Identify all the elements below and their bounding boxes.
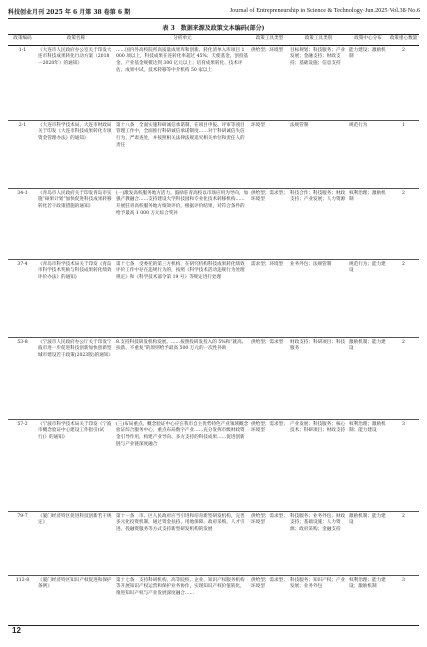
journal-header-en: Journal of Entrepreneurship in Science & Technology·Jun.2025·Vol.38·No.6: [229, 7, 420, 14]
cell-unit: 第十七条 支持科研机构、高等院校、企业、知识产权服务机构等开展知识产权运营和保护业务协作，实现知识产权价值转化，推进知识产权与产业发展深度融合……: [115, 575, 250, 625]
cell-count: 2: [388, 45, 419, 120]
cell-tool-category: 科技合作；科技服务；财政支持；产业发展；人力资源: [289, 188, 348, 259]
cell-unit: ……国内外高校院所高质量成果库和创新、转化清单入库项目 1 000 项以上，科技成果在连转化率超过 45%；天使基金、创投基金、产业基金规模达到 300 亿元以上；培育成果转化、技术评估、成果中试、技术转移等中介机构 50 家以上: [115, 45, 250, 120]
cell-unit: 第十八条 全面实施科研诚信承诺制，在项目申报、评审等项目管理工作中，全面推行科研诚信承诺制度……对于科研诚信失信行为，严肃查处，并按照相关法律法规追究相关单位和责任人的责任: [115, 120, 250, 188]
col-header-tool-category: 政策工具类别: [289, 35, 348, 46]
journal-header-cn: 科技创业月刊 2025 年 6 月第 38 卷第 6 期: [8, 9, 131, 16]
cell-unit: (一)激发高校服务地方活力。鼓励驻青高校以市场应用为导向，加强产教融合……支持建设大学科技园和专业化技术转移机构……开展驻青高校服务地方绩效评价，根据评价结果，对符合条件的给予最高 1 000 万元综合奖补: [115, 188, 250, 259]
table-row: [8, 188, 419, 259]
col-header-code: 政策编码: [8, 35, 37, 46]
cell-name: 《厦门经济特区知识产权促进和保护条例》: [37, 575, 115, 625]
cell-tool-category: 目标规划；科技服务；产业发展；金融支持；财政支持；基础设施；信息支持: [289, 45, 348, 120]
table-row: [8, 120, 419, 188]
cell-count: 3: [388, 575, 419, 625]
cell-unit: 8.支持科技研发机构发展。……按照投研发投入的 5%和“就高、扶新、不重复”的原则给予最高 500 万元的一次性补助: [115, 337, 250, 419]
cell-tool-type: 供给型；需求型；环境型: [250, 511, 289, 575]
cell-count: 2: [388, 511, 419, 575]
cell-code: 112-8: [8, 575, 37, 625]
cell-unit: (三)布局重点。概念验证中心应在我市自主优势特色产业领域概念验证综合服务中心，重点布局数字产业……充分发挥市级财政资金引导作用，构建产业导向、多方支持的科技成果……促进创新链与产业链深度融合: [115, 419, 250, 511]
cell-name: 《青岛市人民政府关于印发青岛市实施“硕果计划”加快促进科技成果转移转化若干政策措施的通知》: [37, 188, 115, 259]
cell-tool-category: 产业发展；科技服务；核心技术；科研项目；财政支持: [289, 419, 348, 511]
cell-count: 3: [388, 419, 419, 511]
cell-tool-type: 需求型；环境型: [250, 259, 289, 337]
policy-coding-table: [8, 34, 419, 626]
cell-tool-category: 科技服务；业务外包；财政支持；基础设施；人力资源；政府采购；金融支持: [289, 511, 348, 575]
cell-center: 权利治理；激励机制；能力建设: [348, 419, 388, 511]
cell-center: 权利治理；激励机制: [348, 188, 388, 259]
table-row: [8, 419, 419, 511]
table-row: [8, 511, 419, 575]
cell-center: 规范行为: [348, 120, 388, 188]
cell-tool-type: 供给型；环境型: [250, 45, 289, 120]
cell-name: 《大连市科学技术局、大连市财政局关于印发《大连市科技成果转化专项资金管理办法》的通知》: [37, 120, 115, 188]
table-caption: 表 3 数据来源及政策文本编码(部分): [162, 25, 265, 32]
table-row: [8, 45, 419, 120]
page-number: 12: [12, 626, 21, 635]
cell-code: 57-2: [8, 419, 37, 511]
cell-code: 79-7: [8, 511, 37, 575]
table-header-row: [8, 35, 419, 46]
cell-count: 2: [388, 337, 419, 419]
cell-tool-category: 业务外包；法规管制: [289, 259, 348, 337]
cell-count: 2: [388, 188, 419, 259]
cell-unit: 第十一条 市、区人民政府应当引进和培育新型研发机构，完善多元化投资机制，通过资金扶持、用地保障、政府采购、人才引进、投融资服务等方式支持新型研发机构的发展: [115, 511, 250, 575]
cell-count: 1: [388, 120, 419, 188]
cell-tool-type: 供给型；需求型；环境型: [250, 575, 289, 625]
table-row: [8, 575, 419, 625]
cell-tool-category: 财政支持；科研项目；科技服务: [289, 337, 348, 419]
cell-tool-type: 供给型；需求型: [250, 337, 289, 419]
cell-tool-type: 供给型；需求型；环境型: [250, 188, 289, 259]
cell-code: 2-1: [8, 120, 37, 188]
cell-code: 53-8: [8, 337, 37, 419]
cell-unit: 第十七条 受委托的第三方机构，在研究机构科技成果转化绩效评价工作中存在违规行为的，按照《科学技术活动违规行为处理规定》和《科学技术部令第 19 号》等规定进行处理: [115, 259, 250, 337]
cell-code: 34-1: [8, 188, 37, 259]
cell-name: 《青岛市科学技术局关于印发《青岛市科学技术奖励与科技成果转化绩效评价办法》的通知》: [37, 259, 115, 337]
col-header-unit: 分析单元: [115, 35, 250, 46]
header-rule: [8, 18, 420, 19]
cell-center: 激励机制；能力建设: [348, 337, 388, 419]
cell-name: 《厦门经济特区促进科技创新若干规定》: [37, 511, 115, 575]
cell-center: 能力建设；激励机制: [348, 45, 388, 120]
cell-tool-type: 供给型；需求型；环境型: [250, 419, 289, 511]
col-header-center: 政策中心分布: [348, 35, 388, 46]
cell-name: 《宁波市科学技术局关于印发《宁波市概念验证中心建设工作指引(试行)》的通知》: [37, 419, 115, 511]
table-row: [8, 337, 419, 419]
cell-name: 《宁波市人民政府办公厅关于印发宁波市进一步促进科技创新加快创新型城市建设若干政策(2023版)的通知》: [37, 337, 115, 419]
cell-tool-category: 科技服务；知识产权；产业发展；业务外包: [289, 575, 348, 625]
col-header-name: 政策名称: [37, 35, 115, 46]
table-row: [8, 259, 419, 337]
cell-center: 权利治理；能力建设；激励机制: [348, 575, 388, 625]
cell-tool-type: 环境型: [250, 120, 289, 188]
cell-code: 37-4: [8, 259, 37, 337]
cell-center: 规范行为；能力建设: [348, 259, 388, 337]
col-header-count: 政策重心数量: [388, 35, 419, 46]
cell-code: 1-1: [8, 45, 37, 120]
cell-count: 2: [388, 259, 419, 337]
col-header-tool-type: 政策工具类型: [250, 35, 289, 46]
cell-tool-category: 法规管制: [289, 120, 348, 188]
cell-name: 《大连市人民政府办公室关于印发大连市科技成果转化行动方案（2018－2020年）的通知》: [37, 45, 115, 120]
cell-center: 激励机制；能力建设: [348, 511, 388, 575]
